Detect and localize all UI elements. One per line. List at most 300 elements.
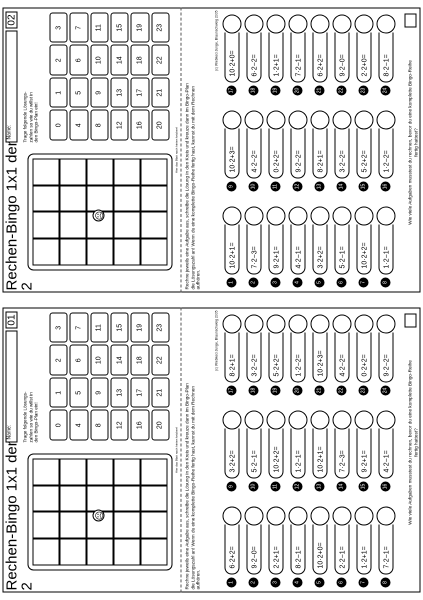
task-number: 3 xyxy=(271,278,281,288)
rotated-sheet xyxy=(3,308,421,593)
task-number: 10 xyxy=(249,182,259,192)
task-expression: 4·2−1= xyxy=(379,429,394,479)
task-expression: 10·2+2= xyxy=(357,225,372,275)
task-column xyxy=(223,106,399,192)
task-item xyxy=(355,202,374,288)
task-item xyxy=(289,310,308,396)
task-number: 21 xyxy=(315,86,325,96)
task-item xyxy=(377,310,396,396)
task-column xyxy=(223,202,399,288)
task-number: 12 xyxy=(293,182,303,192)
task-number: 11 xyxy=(271,182,281,192)
task-expression: 5·2+2= xyxy=(357,129,372,179)
task-expression: 7·2−1= xyxy=(291,33,306,83)
answer-circle[interactable] xyxy=(377,207,396,226)
task-number: 16 xyxy=(381,182,391,192)
bingo-cell[interactable] xyxy=(33,239,60,266)
pool-number: 17 xyxy=(131,378,149,409)
task-number: 9 xyxy=(227,482,237,492)
answer-circle[interactable] xyxy=(267,507,286,526)
answer-circle[interactable] xyxy=(245,315,264,334)
bingo-cell[interactable] xyxy=(141,459,168,486)
answer-circle[interactable] xyxy=(355,507,374,526)
task-item xyxy=(245,406,264,492)
pool-number: 2 xyxy=(50,45,68,76)
task-expression: 10·2+0= xyxy=(313,525,328,575)
task-item xyxy=(311,310,330,396)
task-expression: 3·2−2= xyxy=(247,333,262,383)
sheet-title: Rechen-Bingo 1x1 der 2 xyxy=(3,441,36,591)
bingo-cell[interactable] xyxy=(60,459,87,486)
bingo-cell[interactable] xyxy=(33,185,60,212)
pool-number: 16 xyxy=(131,110,149,141)
task-number: 2 xyxy=(249,578,259,588)
bingo-cell[interactable] xyxy=(87,459,114,486)
answer-circle[interactable] xyxy=(223,315,242,334)
task-column xyxy=(223,10,399,96)
pool-number: 1 xyxy=(50,378,68,409)
rotated-sheet xyxy=(3,8,421,293)
task-expression: 9·2−2= xyxy=(291,129,306,179)
pool-number: 4 xyxy=(70,110,88,141)
answer-box[interactable] xyxy=(405,14,417,28)
pool-number: 20 xyxy=(151,410,169,441)
answer-circle[interactable] xyxy=(289,507,308,526)
pool-number: 12 xyxy=(111,110,129,141)
answer-circle[interactable] xyxy=(355,15,374,34)
pool-number: 12 xyxy=(111,410,129,441)
bingo-cell[interactable] xyxy=(114,159,141,186)
answer-circle[interactable] xyxy=(311,507,330,526)
task-expression: 1·2−1= xyxy=(379,225,394,275)
bingo-cell[interactable] xyxy=(60,512,87,539)
task-item xyxy=(355,106,374,192)
task-item xyxy=(289,202,308,288)
task-item xyxy=(267,406,286,492)
answer-circle[interactable] xyxy=(311,315,330,334)
task-number: 16 xyxy=(381,482,391,492)
task-item xyxy=(289,10,308,96)
task-item xyxy=(311,10,330,96)
bingo-cell[interactable] xyxy=(87,185,114,212)
task-item xyxy=(333,202,352,288)
task-expression: 0·2+2= xyxy=(269,129,284,179)
pool-number: 8 xyxy=(90,410,108,441)
smiley-icon: ☹ xyxy=(94,510,105,521)
answer-circle[interactable] xyxy=(377,411,396,430)
pool-number: 10 xyxy=(90,45,108,76)
task-item xyxy=(223,106,242,192)
answer-circle[interactable] xyxy=(223,411,242,430)
bingo-cell[interactable] xyxy=(33,212,60,239)
bingo-cell[interactable] xyxy=(141,512,168,539)
bingo-cell[interactable] xyxy=(33,485,60,512)
task-number: 15 xyxy=(359,482,369,492)
task-number: 7 xyxy=(359,278,369,288)
answer-circle[interactable] xyxy=(289,411,308,430)
answer-circle[interactable] xyxy=(267,207,286,226)
task-item xyxy=(223,502,242,588)
task-number: 1 xyxy=(227,278,237,288)
task-item xyxy=(223,202,242,288)
pool-number: 19 xyxy=(131,313,149,344)
task-number: 19 xyxy=(271,386,281,396)
task-expression: 3·2+2= xyxy=(313,225,328,275)
task-item xyxy=(245,10,264,96)
task-expression: 2·2+0= xyxy=(357,33,372,83)
task-expression: 3·2−2= xyxy=(335,129,350,179)
bingo-cell[interactable] xyxy=(33,539,60,566)
task-number: 18 xyxy=(249,86,259,96)
task-list xyxy=(223,11,399,288)
pool-number: 7 xyxy=(70,313,88,344)
task-expression: 10·2+1= xyxy=(313,429,328,479)
task-expression: 2·2−1= xyxy=(335,525,350,575)
task-number: 24 xyxy=(381,86,391,96)
bingo-cell[interactable] xyxy=(114,185,141,212)
task-number: 22 xyxy=(337,386,347,396)
task-number: 4 xyxy=(293,278,303,288)
answer-circle[interactable] xyxy=(377,15,396,34)
task-column xyxy=(223,406,399,492)
bingo-cell[interactable] xyxy=(114,539,141,566)
bingo-sheet-bottom xyxy=(0,300,423,600)
task-expression: 3·2+2= xyxy=(225,429,240,479)
task-expression: 5·2−1= xyxy=(335,225,350,275)
pool-number: 15 xyxy=(111,313,129,344)
bingo-cell[interactable] xyxy=(33,459,60,486)
task-number: 3 xyxy=(271,578,281,588)
task-number: 24 xyxy=(381,386,391,396)
pool-number: 4 xyxy=(70,410,88,441)
task-expression: 0·2+2= xyxy=(357,333,372,383)
pool-number: 1 xyxy=(50,78,68,109)
task-column xyxy=(223,310,399,396)
task-item xyxy=(267,202,286,288)
answer-circle[interactable] xyxy=(245,15,264,34)
pool-number: 11 xyxy=(90,13,108,44)
pool-number: 9 xyxy=(90,378,108,409)
task-number: 13 xyxy=(315,182,325,192)
pool-number: 21 xyxy=(151,78,169,109)
answer-circle[interactable] xyxy=(245,507,264,526)
task-item xyxy=(311,106,330,192)
pool-number: 18 xyxy=(131,45,149,76)
answer-box[interactable] xyxy=(405,314,417,328)
pool-number: 23 xyxy=(151,313,169,344)
task-expression: 8·2+1= xyxy=(313,129,328,179)
task-number: 13 xyxy=(315,482,325,492)
task-expression: 1·2+1= xyxy=(269,33,284,83)
pool-number: 21 xyxy=(151,378,169,409)
instructions-text: Trage folgende Lösungs-zahlen so wie du willst in den Bingo-Plan ein! xyxy=(22,391,39,443)
task-number: 17 xyxy=(227,386,237,396)
task-item xyxy=(333,106,352,192)
pool-number: 7 xyxy=(70,13,88,44)
task-expression: 1·2−2= xyxy=(379,129,394,179)
task-item xyxy=(223,406,242,492)
pool-number: 5 xyxy=(70,78,88,109)
task-list xyxy=(223,311,399,588)
bingo-cell[interactable] xyxy=(60,185,87,212)
task-item xyxy=(355,406,374,492)
task-item xyxy=(267,10,286,96)
bingo-cell[interactable] xyxy=(87,239,114,266)
task-number: 15 xyxy=(359,182,369,192)
answer-circle[interactable] xyxy=(355,111,374,130)
fold-label: Hier das Blatt nach hinten knicken! xyxy=(175,308,179,593)
task-column xyxy=(223,502,399,588)
pool-number: 0 xyxy=(50,110,68,141)
pool-number: 10 xyxy=(90,345,108,376)
task-expression: 5·2+2= xyxy=(269,333,284,383)
answer-circle[interactable] xyxy=(223,507,242,526)
task-number: 18 xyxy=(249,386,259,396)
pool-number: 11 xyxy=(90,313,108,344)
answer-circle[interactable] xyxy=(355,207,374,226)
sheet-title: Rechen-Bingo 1x1 der 2 xyxy=(3,141,36,291)
bingo-cell[interactable] xyxy=(141,185,168,212)
answer-circle[interactable] xyxy=(311,207,330,226)
pool-number: 17 xyxy=(131,78,149,109)
task-item xyxy=(311,406,330,492)
bingo-cell[interactable] xyxy=(87,485,114,512)
answer-circle[interactable] xyxy=(355,411,374,430)
answer-circle[interactable] xyxy=(223,15,242,34)
task-item xyxy=(311,502,330,588)
task-expression: 6·2−2= xyxy=(247,33,262,83)
task-expression: 4·2−2= xyxy=(335,333,350,383)
task-number: 7 xyxy=(359,578,369,588)
answer-circle[interactable] xyxy=(245,411,264,430)
answer-circle[interactable] xyxy=(311,111,330,130)
pool-number: 3 xyxy=(50,13,68,44)
bingo-cell[interactable] xyxy=(141,212,168,239)
fold-line xyxy=(181,308,182,593)
task-expression: 7·2−3= xyxy=(335,429,350,479)
task-expression: 9·2−2= xyxy=(379,333,394,383)
task-number: 4 xyxy=(293,578,303,588)
sheet-number: 01 xyxy=(6,312,18,329)
pool-number: 23 xyxy=(151,13,169,44)
bingo-cell[interactable] xyxy=(60,539,87,566)
fold-line xyxy=(181,8,182,293)
task-expression: 6·2+2= xyxy=(225,525,240,575)
smiley-icon: ☹ xyxy=(94,210,105,221)
answer-circle[interactable] xyxy=(245,111,264,130)
task-expression: 8·2−1= xyxy=(379,33,394,83)
bingo-cell[interactable] xyxy=(141,485,168,512)
task-expression: 4·2−1= xyxy=(291,225,306,275)
credit-text: (c) Wiebkeci Junge, Braunschweig 2005 xyxy=(214,10,219,71)
task-expression: 7·2−3= xyxy=(247,225,262,275)
credit-text: (c) Wiebkeci Junge, Braunschweig 2005 xyxy=(214,310,219,371)
rules-text: Rechne jeweils eine Aufgabe aus, schreibe die Lösung in den Kreis und kreuze dann im Bingo-Plan die Lösungszahl an! Wenn du eine komplette Bingo-Reihe fertig hast, kannst du mit dem Rechnen aufhören. xyxy=(184,383,201,590)
task-number: 5 xyxy=(315,578,325,588)
task-expression: 9·2−0= xyxy=(335,33,350,83)
pool-number: 5 xyxy=(70,378,88,409)
sheet-number: 02 xyxy=(6,12,18,29)
task-item xyxy=(333,10,352,96)
pool-number: 8 xyxy=(90,110,108,141)
name-field[interactable]: Name: xyxy=(6,331,18,443)
bingo-board xyxy=(28,454,173,571)
pool-number: 14 xyxy=(111,345,129,376)
fold-label: Hier das Blatt nach hinten knicken! xyxy=(175,8,179,293)
pool-number: 13 xyxy=(111,378,129,409)
number-pool xyxy=(50,313,170,441)
answer-circle[interactable] xyxy=(333,207,352,226)
pool-number: 2 xyxy=(50,345,68,376)
answer-circle[interactable] xyxy=(289,111,308,130)
bingo-cell[interactable] xyxy=(141,159,168,186)
task-item xyxy=(267,310,286,396)
task-number: 19 xyxy=(271,86,281,96)
answer-circle[interactable] xyxy=(333,411,352,430)
task-expression: 1·2−2= xyxy=(291,333,306,383)
answer-circle[interactable] xyxy=(267,411,286,430)
answer-circle[interactable] xyxy=(377,315,396,334)
task-item xyxy=(245,202,264,288)
task-expression: 5·2−1= xyxy=(247,429,262,479)
task-item xyxy=(245,106,264,192)
answer-circle[interactable] xyxy=(267,111,286,130)
answer-circle[interactable] xyxy=(223,111,242,130)
task-number: 23 xyxy=(359,386,369,396)
pool-number: 16 xyxy=(131,410,149,441)
task-item xyxy=(267,502,286,588)
bingo-cell[interactable] xyxy=(60,485,87,512)
task-item xyxy=(377,202,396,288)
task-item xyxy=(355,10,374,96)
answer-circle[interactable] xyxy=(333,507,352,526)
bingo-cell[interactable] xyxy=(87,539,114,566)
pool-number: 15 xyxy=(111,13,129,44)
answer-circle[interactable] xyxy=(333,15,352,34)
task-number: 12 xyxy=(293,482,303,492)
task-number: 8 xyxy=(381,278,391,288)
task-number: 9 xyxy=(227,182,237,192)
bingo-cell[interactable] xyxy=(114,485,141,512)
task-expression: 10·2+1= xyxy=(225,225,240,275)
pool-number: 22 xyxy=(151,45,169,76)
task-number: 1 xyxy=(227,578,237,588)
task-expression: 9·2+1= xyxy=(269,225,284,275)
answer-circle[interactable] xyxy=(267,15,286,34)
bingo-cell[interactable] xyxy=(60,159,87,186)
task-expression: 10·2+3= xyxy=(313,333,328,383)
task-number: 14 xyxy=(337,482,347,492)
answer-circle[interactable] xyxy=(245,207,264,226)
task-item xyxy=(377,106,396,192)
bingo-cell[interactable] xyxy=(114,459,141,486)
task-item xyxy=(355,502,374,588)
bingo-cell[interactable] xyxy=(33,512,60,539)
task-expression: 6·2+2= xyxy=(313,33,328,83)
pool-number: 14 xyxy=(111,45,129,76)
answer-circle[interactable] xyxy=(311,411,330,430)
task-number: 6 xyxy=(337,578,347,588)
bingo-cell[interactable] xyxy=(114,212,141,239)
answer-circle[interactable] xyxy=(223,207,242,226)
answer-circle[interactable] xyxy=(289,207,308,226)
pool-number: 6 xyxy=(70,345,88,376)
task-item xyxy=(289,106,308,192)
pool-number: 9 xyxy=(90,78,108,109)
bingo-cell[interactable] xyxy=(60,239,87,266)
bingo-cell[interactable] xyxy=(87,159,114,186)
task-expression: 10·2+3= xyxy=(225,129,240,179)
name-field[interactable]: Name: xyxy=(6,31,18,143)
task-item xyxy=(355,310,374,396)
pool-number: 22 xyxy=(151,345,169,376)
answer-circle[interactable] xyxy=(377,111,396,130)
pool-number: 3 xyxy=(50,313,68,344)
task-item xyxy=(377,10,396,96)
question-text: Wie viele Aufgaben musstest du rechnen, bevor du eine komplette Bingo-Reihe fertig hattest? xyxy=(407,60,419,225)
task-number: 8 xyxy=(381,578,391,588)
task-expression: 4·2−2= xyxy=(247,129,262,179)
task-number: 20 xyxy=(293,86,303,96)
task-number: 14 xyxy=(337,182,347,192)
pool-number: 19 xyxy=(131,13,149,44)
task-item xyxy=(223,10,242,96)
task-number: 23 xyxy=(359,86,369,96)
bingo-board xyxy=(28,154,173,271)
task-item xyxy=(245,310,264,396)
task-item xyxy=(377,406,396,492)
task-item xyxy=(223,310,242,396)
task-expression: 10·2+2= xyxy=(269,429,284,479)
answer-circle[interactable] xyxy=(311,15,330,34)
task-expression: 9·2−0= xyxy=(247,525,262,575)
task-expression: 8·2+1= xyxy=(225,333,240,383)
task-number: 6 xyxy=(337,278,347,288)
task-item xyxy=(289,406,308,492)
task-item xyxy=(377,502,396,588)
task-number: 20 xyxy=(293,386,303,396)
answer-circle[interactable] xyxy=(289,315,308,334)
answer-circle[interactable] xyxy=(289,15,308,34)
task-number: 11 xyxy=(271,482,281,492)
pool-number: 6 xyxy=(70,45,88,76)
question-text: Wie viele Aufgaben musstest du rechnen, bevor du eine komplette Bingo-Reihe fertig hattest? xyxy=(407,360,419,525)
pool-number: 18 xyxy=(131,345,149,376)
task-expression: 2·2+1= xyxy=(269,525,284,575)
task-expression: 1·2−1= xyxy=(291,429,306,479)
bingo-cell[interactable] xyxy=(60,212,87,239)
bingo-cell[interactable] xyxy=(33,159,60,186)
answer-circle[interactable] xyxy=(377,507,396,526)
task-number: 22 xyxy=(337,86,347,96)
task-item xyxy=(333,502,352,588)
task-number: 17 xyxy=(227,86,237,96)
answer-circle[interactable] xyxy=(333,111,352,130)
task-expression: 9·2+1= xyxy=(357,429,372,479)
bingo-cell[interactable] xyxy=(114,512,141,539)
answer-circle[interactable] xyxy=(333,315,352,334)
answer-circle[interactable] xyxy=(267,315,286,334)
answer-circle[interactable] xyxy=(355,315,374,334)
bingo-cell[interactable] xyxy=(141,539,168,566)
bingo-cell[interactable] xyxy=(114,239,141,266)
task-expression: 7·2−1= xyxy=(379,525,394,575)
bingo-cell[interactable] xyxy=(141,239,168,266)
task-number: 21 xyxy=(315,386,325,396)
task-item xyxy=(333,406,352,492)
instructions-text: Trage folgende Lösungs-zahlen so wie du willst in den Bingo-Plan ein! xyxy=(22,91,39,143)
task-expression: 8·2−1= xyxy=(291,525,306,575)
